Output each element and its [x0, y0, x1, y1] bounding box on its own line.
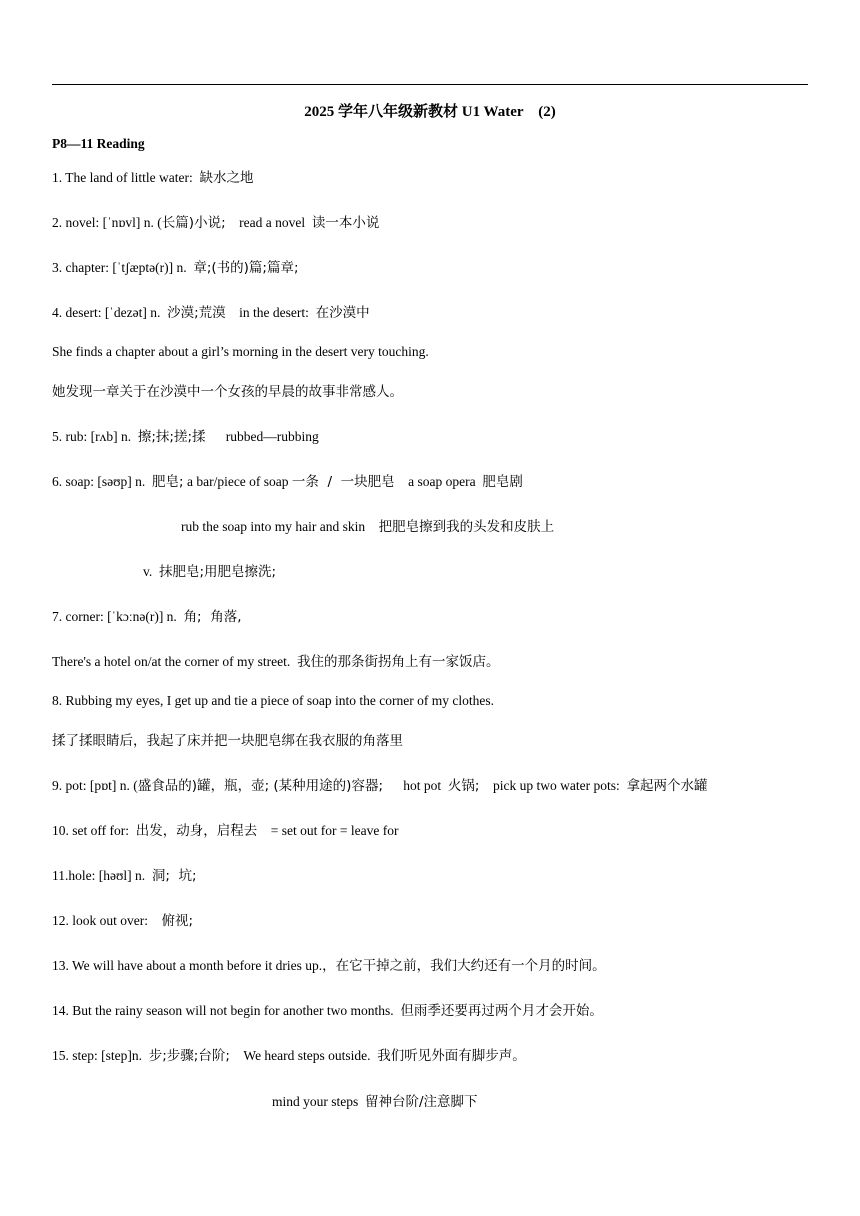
en-text: mind your steps	[272, 1094, 365, 1109]
zh-text: 出发，动身，启程去	[135, 823, 258, 839]
en-text: pick up two water pots:	[479, 778, 627, 793]
document-line	[52, 473, 523, 491]
zh-text: 一条 / 一块肥皂	[291, 474, 395, 490]
en-text: 10. set off for:	[52, 823, 136, 838]
zh-text: 揉了揉眼睛后，我起了床并把一块肥皂绑在我衣服的角落里	[52, 733, 403, 749]
document-line	[52, 304, 370, 322]
en-text: a bar/piece of soap	[183, 474, 292, 489]
en-text: We heard steps outside.	[229, 1048, 378, 1063]
document-line	[52, 1002, 603, 1020]
en-text: hot pot	[383, 778, 448, 793]
zh-text: 拿起两个水罐	[626, 778, 708, 794]
document-line	[272, 1093, 478, 1111]
en-text: a soap opera	[394, 474, 483, 489]
zh-text: 盛食品的)罐，瓶，壶; (某种用途的)容器;	[137, 778, 384, 794]
zh-text: 留神台阶/注意脚下	[365, 1094, 478, 1110]
document-line	[52, 732, 403, 750]
en-text: 13. We will have about a month before it dries up.	[52, 958, 323, 973]
zh-text: 缺水之地	[199, 170, 254, 186]
document-line	[143, 563, 276, 581]
document-line	[52, 428, 319, 446]
en-text: read a novel	[225, 215, 312, 230]
en-text: rubbed—rubbing	[205, 429, 319, 444]
document-line	[52, 912, 193, 930]
document-line	[52, 867, 197, 885]
en-text: 3. chapter: [ˈtʃæptə(r)] n.	[52, 260, 194, 275]
zh-text: 她发现一章关于在沙漠中一个女孩的早晨的故事非常感人。	[52, 384, 403, 400]
en-text: 2. novel: [ˈnɒvl] n. (	[52, 215, 162, 230]
en-text: 6. soap: [səʊp] n.	[52, 474, 153, 489]
en-text: 1. The land of little water:	[52, 170, 200, 185]
zh-text: 抹肥皂;用肥皂擦洗;	[159, 564, 277, 580]
zh-text: 肥皂;	[152, 474, 184, 490]
en-text: 5. rub: [rʌb] n.	[52, 429, 138, 444]
en-text: = set out for = leave for	[257, 823, 399, 838]
zh-text: 擦;抹;搓;揉	[137, 429, 206, 445]
zh-text: 读一本小说	[311, 215, 380, 231]
document-line	[52, 957, 606, 975]
en-text: 8. Rubbing my eyes, I get up and tie a piece of soap into the corner of my clothes.	[52, 693, 495, 708]
zh-text: 肥皂剧	[482, 474, 523, 490]
zh-text: 把肥皂擦到我的头发和皮肤上	[378, 519, 555, 535]
zh-text: 火锅;	[447, 778, 480, 794]
en-text: 9. pot: [pɒt] n. (	[52, 778, 138, 793]
en-text: in the desert:	[225, 305, 316, 320]
zh-text: 沙漠;荒漠	[167, 305, 226, 321]
en-text: 14. But the rainy season will not begin for another two months.	[52, 1003, 401, 1018]
document-line	[181, 518, 554, 536]
zh-text: 俯视;	[161, 913, 194, 929]
zh-text: 我住的那条街拐角上有一家饭店。	[296, 654, 500, 670]
document-line	[52, 169, 253, 187]
header-rule	[52, 84, 808, 85]
document-line	[52, 259, 299, 277]
zh-text: 角; 角落,	[183, 609, 242, 625]
document-line	[52, 343, 429, 361]
document-line	[52, 608, 242, 626]
zh-text: ，在它干掉之前，我们大约还有一个月的时间。	[322, 958, 606, 974]
en-text: 4. desert: [ˈdezət] n.	[52, 305, 168, 320]
document-line	[52, 214, 379, 232]
document-line	[52, 692, 494, 710]
document-line	[52, 1047, 526, 1065]
section-heading: P8—11 Reading	[52, 136, 145, 151]
zh-text: 但雨季还要再过两个月才会开始。	[400, 1003, 603, 1019]
document-line	[52, 822, 398, 840]
document-line	[52, 653, 499, 671]
zh-text: 洞; 坑;	[151, 868, 197, 884]
en-text: 11.hole: [həʊl] n.	[52, 868, 152, 883]
en-text: She finds a chapter about a girl’s morning in the desert very touching.	[52, 344, 429, 359]
zh-text: 长篇)小说;	[161, 215, 226, 231]
zh-text: 章;(书的)篇;篇章;	[193, 260, 299, 276]
zh-text: 我们听见外面有脚步声。	[377, 1048, 526, 1064]
en-text: 15. step: [step]n.	[52, 1048, 149, 1063]
zh-text: 步;步骤;台阶;	[148, 1048, 230, 1064]
en-text: 12. look out over:	[52, 913, 162, 928]
en-text: v.	[143, 564, 159, 579]
document-line	[52, 383, 403, 401]
en-text: 7. corner: [ˈkɔːnə(r)] n.	[52, 609, 184, 624]
en-text: There's a hotel on/at the corner of my street.	[52, 654, 297, 669]
en-text: rub the soap into my hair and skin	[181, 519, 379, 534]
document-line	[52, 777, 707, 795]
zh-text: 在沙漠中	[315, 305, 370, 321]
document-title: 2025 学年八年级新教材 U1 Water (2)	[304, 104, 556, 120]
